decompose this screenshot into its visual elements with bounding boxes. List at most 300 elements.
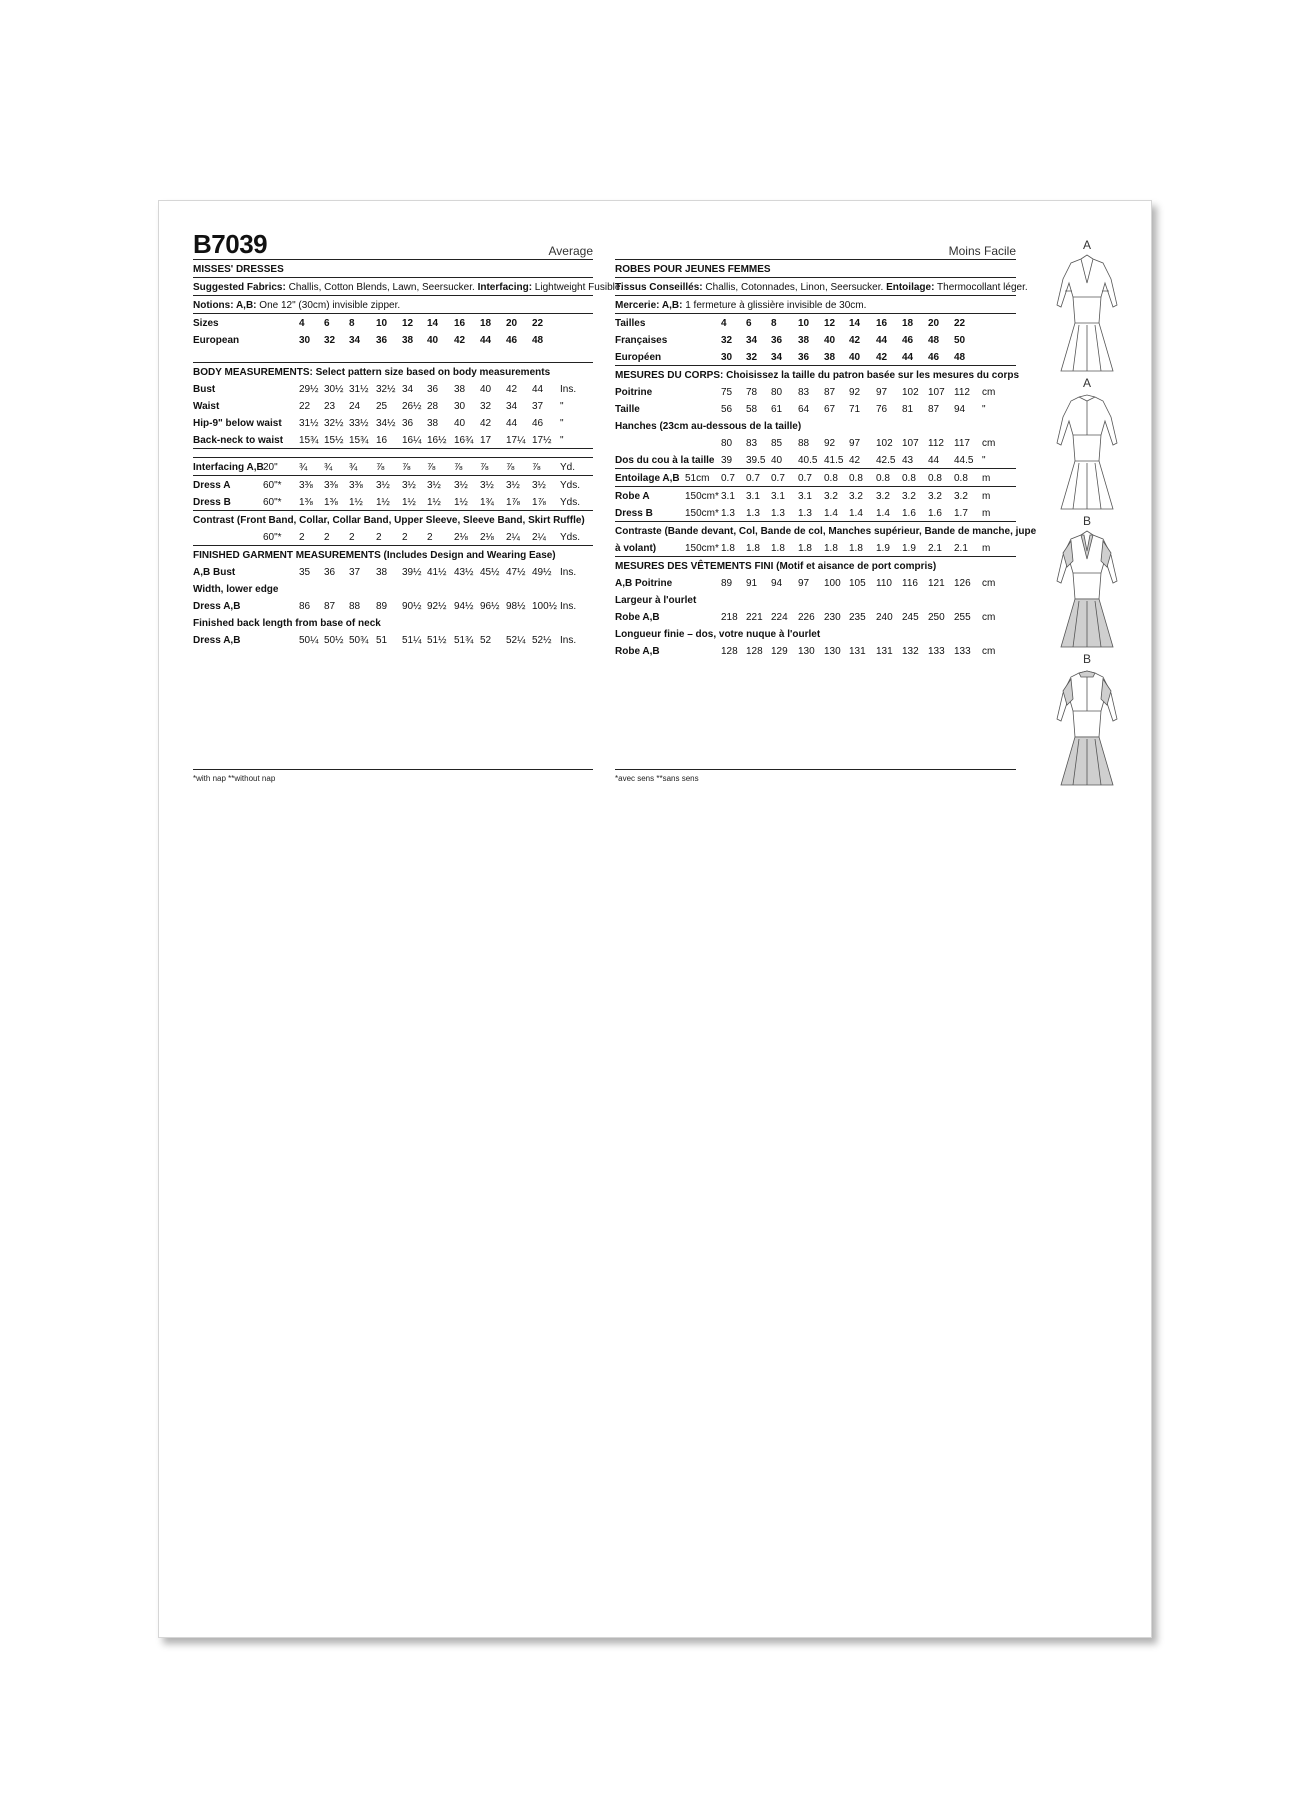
value-cell: 1.8	[771, 543, 785, 554]
europeen-row: Européen 30 32 34 36 38 40 42 44 46 48	[615, 348, 1016, 366]
value-cell: 1½	[376, 497, 390, 508]
row-label: Dress B	[615, 508, 653, 519]
size-cell: 48	[532, 335, 544, 346]
value-cell: 51½	[427, 635, 447, 646]
row-label: Interfacing A,B	[193, 462, 264, 473]
value-cell: 94	[954, 404, 966, 415]
value-cell: 100½	[532, 601, 558, 612]
value-cell: 132	[902, 646, 919, 657]
value-cell: ¾	[324, 462, 333, 473]
value-cell: ¾	[299, 462, 308, 473]
value-cell: 3.2	[928, 491, 942, 502]
value-cell: 30½	[324, 384, 344, 395]
value-cell: 87	[324, 601, 336, 612]
view-label: A	[1082, 238, 1091, 252]
notions-line-fr: Mercerie: A,B: 1 fermeture à glissière invisible de 30cm.	[615, 300, 867, 311]
value-cell: 40	[771, 455, 783, 466]
value-cell: 133	[954, 646, 971, 657]
title-bar-fr	[615, 229, 1016, 260]
value-cell: 3.1	[746, 491, 760, 502]
size-cell: 34	[349, 335, 361, 346]
value-cell: 0.8	[849, 473, 863, 484]
value-cell: 31½	[349, 384, 369, 395]
size-cell: 32	[746, 352, 758, 363]
value-cell: 49½	[532, 567, 552, 578]
row-label: Bust	[193, 384, 216, 395]
size-cell: 8	[349, 318, 355, 329]
value-cell: 50½	[324, 635, 344, 646]
pattern-sheet	[158, 200, 1152, 1638]
size-cell: 38	[824, 352, 836, 363]
value-cell: 30	[454, 401, 466, 412]
value-cell: 24	[349, 401, 361, 412]
value-cell: 87	[928, 404, 940, 415]
value-cell: 100	[824, 578, 841, 589]
row-label: A,B Bust	[193, 567, 236, 578]
value-cell: 36	[402, 418, 414, 429]
value-cell: 1½	[402, 497, 416, 508]
value-cell: 56	[721, 404, 733, 415]
value-cell: 34	[506, 401, 518, 412]
size-cell: 42	[876, 352, 888, 363]
dress-illustration	[1053, 529, 1121, 653]
longueur-row	[615, 642, 1016, 659]
row-label: Dress A	[193, 480, 231, 491]
fabric-width: 20"	[263, 462, 278, 473]
size-cell: 12	[402, 318, 414, 329]
value-cell: 1½	[349, 497, 363, 508]
value-cell: 32½	[324, 418, 344, 429]
size-cell: 6	[746, 318, 752, 329]
value-cell: ⅞	[402, 462, 411, 473]
value-cell: 97	[849, 438, 861, 449]
value-cell: 16¾	[454, 435, 474, 446]
section-heading-fr: ROBES POUR JEUNES FEMMES	[615, 264, 771, 275]
value-cell: 83	[798, 387, 810, 398]
view-a-back	[1047, 377, 1127, 515]
value-cell: 1.6	[928, 508, 942, 519]
value-cell: 3.1	[798, 491, 812, 502]
unit-cell: cm	[982, 646, 996, 657]
value-cell: 1.8	[849, 543, 863, 554]
value-cell: 45½	[480, 567, 500, 578]
value-cell: 44	[928, 455, 940, 466]
value-cell: 28	[427, 401, 439, 412]
value-cell: 46	[532, 418, 544, 429]
size-cell: 12	[824, 318, 836, 329]
value-cell: 226	[798, 612, 815, 623]
size-cell: 20	[928, 318, 940, 329]
value-cell: 96½	[480, 601, 500, 612]
value-cell: 112	[928, 438, 944, 449]
value-cell: 51¼	[402, 635, 422, 646]
value-cell: 3⅜	[349, 480, 363, 491]
value-cell: 0.7	[746, 473, 760, 484]
size-cell: 40	[427, 335, 439, 346]
size-cell: 16	[454, 318, 466, 329]
value-cell: 0.8	[824, 473, 838, 484]
fabric-width: 60"*	[263, 497, 282, 508]
value-cell: 2	[349, 532, 355, 543]
value-cell: 97	[876, 387, 888, 398]
size-cell: 18	[902, 318, 914, 329]
value-cell: 107	[902, 438, 919, 449]
value-cell: 78	[746, 387, 758, 398]
value-cell: 16	[376, 435, 388, 446]
robe-b-row	[615, 504, 1016, 522]
value-cell: 130	[824, 646, 841, 657]
value-cell: 42	[480, 418, 492, 429]
title-bar	[193, 229, 593, 260]
fabric-width: 60"*	[263, 532, 282, 543]
tailles-row: Tailles 4 6 8 10 12 14 16 18 20 22	[615, 318, 966, 329]
size-cell: 14	[427, 318, 439, 329]
value-cell: 44	[506, 418, 518, 429]
value-cell: 42	[506, 384, 518, 395]
french-column	[615, 229, 1037, 659]
unit-cell: "	[982, 404, 986, 415]
value-cell: 218	[721, 612, 738, 623]
size-cell: 4	[721, 318, 727, 329]
row-label: Waist	[193, 401, 220, 412]
unit-cell: Ins.	[560, 384, 577, 395]
size-cell: 10	[798, 318, 810, 329]
dress-illustration	[1053, 667, 1121, 791]
contrast-row	[193, 528, 593, 546]
size-cell: 30	[721, 352, 733, 363]
taille-row	[615, 400, 1016, 417]
row-label: à volant)	[615, 543, 657, 554]
value-cell: 34½	[376, 418, 396, 429]
value-cell: 15½	[324, 435, 344, 446]
unit-cell: Ins.	[560, 567, 577, 578]
row-label: Entoilage A,B	[615, 473, 680, 484]
value-cell: 1.9	[902, 543, 916, 554]
finished-poitrine-row	[615, 574, 1016, 591]
value-cell: 50¼	[299, 635, 319, 646]
value-cell: 34	[402, 384, 414, 395]
value-cell: 3½	[506, 480, 520, 491]
value-cell: 128	[746, 646, 763, 657]
view-b-back	[1047, 653, 1127, 791]
notions-line: Notions: A,B: One 12" (30cm) invisible zipper.	[193, 300, 401, 311]
value-cell: 41.5	[824, 455, 844, 466]
row-label: Dress B	[193, 497, 231, 508]
value-cell: 83	[746, 438, 758, 449]
size-cell: 6	[324, 318, 330, 329]
value-cell: 221	[746, 612, 763, 623]
value-cell: 37	[532, 401, 544, 412]
value-cell: 17½	[532, 435, 552, 446]
value-cell: 1.3	[771, 508, 785, 519]
body-row	[193, 380, 593, 397]
value-cell: 36	[427, 384, 439, 395]
value-cell: 3½	[454, 480, 468, 491]
european-row: European 30 32 34 36 38 40 42 44 46 48	[193, 335, 544, 346]
value-cell: 37	[349, 567, 361, 578]
size-cell: 44	[902, 352, 914, 363]
value-cell: 2	[376, 532, 382, 543]
size-cell: 40	[824, 335, 836, 346]
value-cell: 2	[427, 532, 433, 543]
french-footnote: *avec sens **sans sens	[615, 769, 1016, 783]
unit-cell: cm	[982, 578, 996, 589]
view-label: A	[1082, 376, 1091, 390]
value-cell: 230	[824, 612, 841, 623]
value-cell: 90½	[402, 601, 422, 612]
value-cell: 40	[480, 384, 492, 395]
garment-views	[1047, 239, 1127, 791]
value-cell: 126	[954, 578, 971, 589]
value-cell: 2⅛	[480, 532, 494, 543]
value-cell: 39.5	[746, 455, 766, 466]
size-cell: 22	[532, 318, 544, 329]
size-cell: 16	[876, 318, 888, 329]
value-cell: 43	[902, 455, 914, 466]
value-cell: ⅞	[480, 462, 489, 473]
value-cell: 131	[876, 646, 893, 657]
value-cell: 117	[954, 438, 970, 449]
size-cell: 46	[902, 335, 914, 346]
unit-cell: cm	[982, 387, 996, 398]
difficulty-level: Average	[548, 244, 593, 258]
value-cell: 92	[849, 387, 861, 398]
value-cell: 1⅜	[324, 497, 338, 508]
sizes-row: Sizes 4 6 8 10 12 14 16 18 20 22	[193, 318, 544, 329]
value-cell: 116	[902, 578, 918, 589]
section-heading: MISSES' DRESSES	[193, 264, 284, 275]
unit-cell: Yds.	[560, 532, 581, 543]
value-cell: 0.8	[902, 473, 916, 484]
value-cell: 43½	[454, 567, 474, 578]
value-cell: 2⅛	[454, 532, 468, 543]
value-cell: 97	[798, 578, 810, 589]
value-cell: 1.6	[902, 508, 916, 519]
value-cell: 32½	[376, 384, 396, 395]
value-cell: 15¾	[349, 435, 369, 446]
row-label: Robe A,B	[615, 612, 660, 623]
value-cell: 85	[771, 438, 783, 449]
fabric-width: 150cm*	[685, 508, 719, 519]
size-cell: 18	[480, 318, 492, 329]
value-cell: 94	[771, 578, 783, 589]
value-cell: 102	[876, 438, 893, 449]
size-cell: 48	[928, 335, 940, 346]
value-cell: 92½	[427, 601, 447, 612]
value-cell: 39½	[402, 567, 422, 578]
value-cell: 40	[454, 418, 466, 429]
size-cell: 34	[771, 352, 783, 363]
value-cell: 67	[824, 404, 836, 415]
contraste-row	[615, 539, 1016, 557]
dress-a-row	[193, 476, 593, 493]
value-cell: 128	[721, 646, 738, 657]
value-cell: 1.8	[721, 543, 735, 554]
value-cell: 87	[824, 387, 836, 398]
value-cell: 1.4	[824, 508, 838, 519]
value-cell: 47½	[506, 567, 526, 578]
value-cell: 44.5	[954, 455, 974, 466]
back-length-row	[193, 631, 593, 648]
value-cell: 3.1	[771, 491, 785, 502]
body-row	[193, 397, 593, 414]
interfacing-row	[193, 458, 593, 476]
value-cell: 86	[299, 601, 311, 612]
value-cell: 130	[798, 646, 815, 657]
value-cell: ⅞	[532, 462, 541, 473]
value-cell: 80	[721, 438, 733, 449]
value-cell: 88	[798, 438, 810, 449]
value-cell: 1.4	[876, 508, 890, 519]
value-cell: 2	[299, 532, 305, 543]
unit-cell: Yds.	[560, 480, 581, 491]
value-cell: 131	[849, 646, 866, 657]
value-cell: 1½	[454, 497, 468, 508]
value-cell: ¾	[349, 462, 358, 473]
size-cell: 42	[849, 335, 861, 346]
value-cell: 1.4	[849, 508, 863, 519]
unit-cell: "	[560, 418, 564, 429]
value-cell: 3½	[532, 480, 546, 491]
value-cell: 32	[480, 401, 492, 412]
value-cell: 224	[771, 612, 788, 623]
value-cell: 80	[771, 387, 783, 398]
value-cell: 133	[928, 646, 945, 657]
finished-heading-fr: MESURES DES VÊTEMENTS FINI (Motif et aisance de port compris)	[615, 561, 937, 572]
entoilage-row	[615, 469, 1016, 487]
row-label: Dos du cou à la taille	[615, 455, 715, 466]
size-cell: 32	[324, 335, 336, 346]
value-cell: 255	[954, 612, 971, 623]
value-cell: 0.7	[771, 473, 785, 484]
body-row	[193, 431, 593, 449]
longueur-label: Longueur finie – dos, votre nuque à l'ourlet	[615, 629, 821, 640]
row-label: A,B Poitrine	[615, 578, 673, 589]
value-cell: 38	[427, 418, 439, 429]
size-cell: 48	[954, 352, 966, 363]
value-cell: 0.8	[876, 473, 890, 484]
value-cell: 36	[324, 567, 336, 578]
body-measurements-heading: BODY MEASUREMENTS: Select pattern size based on body measurements	[193, 367, 551, 378]
contraste-label: Contraste (Bande devant, Col, Bande de col, Manches supérieur, Bande de manche, jupe	[615, 526, 1037, 537]
finished-heading: FINISHED GARMENT MEASUREMENTS (Includes Design and Wearing Ease)	[193, 550, 556, 561]
value-cell: 35	[299, 567, 311, 578]
fabrics-line: Suggested Fabrics: Challis, Cotton Blends, Lawn, Seersucker. Interfacing: Lightweight Fusible.	[193, 282, 624, 293]
size-cell: 38	[402, 335, 414, 346]
value-cell: 50¾	[349, 635, 369, 646]
size-cell: 22	[954, 318, 966, 329]
contrast-label: Contrast (Front Band, Collar, Collar Band, Upper Sleeve, Sleeve Band, Skirt Ruffle)	[193, 515, 585, 526]
value-cell: 51¾	[454, 635, 474, 646]
value-cell: 0.7	[721, 473, 735, 484]
value-cell: 0.8	[954, 473, 968, 484]
value-cell: 1.7	[954, 508, 968, 519]
unit-cell: cm	[982, 438, 996, 449]
value-cell: 235	[849, 612, 866, 623]
value-cell: 250	[928, 612, 945, 623]
robe-a-row	[615, 487, 1016, 504]
dress-illustration	[1053, 391, 1121, 515]
view-a-front	[1047, 239, 1127, 377]
value-cell: 112	[954, 387, 970, 398]
fabric-width: 150cm*	[685, 543, 719, 554]
value-cell: 1¾	[480, 497, 494, 508]
value-cell: 121	[928, 578, 945, 589]
row-label: Dress A,B	[193, 601, 241, 612]
value-cell: 71	[849, 404, 861, 415]
difficulty-level-fr: Moins Facile	[948, 244, 1016, 258]
value-cell: 41½	[427, 567, 447, 578]
value-cell: ⅞	[506, 462, 515, 473]
value-cell: 1.8	[746, 543, 760, 554]
size-cell: 46	[928, 352, 940, 363]
value-cell: 3.2	[876, 491, 890, 502]
size-cell: 20	[506, 318, 518, 329]
value-cell: 52¼	[506, 635, 526, 646]
value-cell: 61	[771, 404, 783, 415]
english-footnote: *with nap **without nap	[193, 769, 593, 783]
unit-cell: m	[982, 491, 991, 502]
value-cell: 51	[376, 635, 388, 646]
value-cell: 76	[876, 404, 888, 415]
value-cell: 40.5	[798, 455, 818, 466]
value-cell: 25	[376, 401, 388, 412]
row-label: Robe A,B	[615, 646, 660, 657]
size-cell: 14	[849, 318, 861, 329]
value-cell: 39	[721, 455, 733, 466]
value-cell: 2	[402, 532, 408, 543]
pattern-code: B7039	[193, 229, 268, 259]
fabrics-line-fr: Tissus Conseillés: Challis, Cotonnades, Linon, Seersucker. Entoilage: Thermocollant léger.	[615, 282, 1028, 293]
value-cell: 1.8	[798, 543, 812, 554]
size-cell: 44	[480, 335, 492, 346]
body-measurements-heading-fr: MESURES DU CORPS: Choisissez la taille du patron basée sur les mesures du corps	[615, 370, 1020, 381]
value-cell: 94½	[454, 601, 474, 612]
size-cell: 36	[376, 335, 388, 346]
size-cell: 42	[454, 335, 466, 346]
unit-cell: m	[982, 543, 991, 554]
value-cell: 3.2	[954, 491, 968, 502]
fabric-width: 150cm*	[685, 491, 719, 502]
unit-cell: "	[560, 435, 564, 446]
value-cell: 1½	[427, 497, 441, 508]
value-cell: 23	[324, 401, 336, 412]
value-cell: 2	[324, 532, 330, 543]
value-cell: 16½	[427, 435, 447, 446]
value-cell: 17	[480, 435, 492, 446]
row-label: Dress A,B	[193, 635, 241, 646]
size-cell: 30	[299, 335, 311, 346]
unit-cell: m	[982, 473, 991, 484]
row-label: Poitrine	[615, 387, 653, 398]
unit-cell: cm	[982, 612, 996, 623]
size-cell: 32	[721, 335, 733, 346]
value-cell: 44	[532, 384, 544, 395]
value-cell: 31½	[299, 418, 319, 429]
value-cell: 89	[721, 578, 733, 589]
value-cell: 102	[902, 387, 919, 398]
value-cell: 15¾	[299, 435, 319, 446]
value-cell: 3½	[427, 480, 441, 491]
largeur-row	[615, 608, 1016, 625]
value-cell: 26½	[402, 401, 422, 412]
size-cell: 8	[771, 318, 777, 329]
value-cell: 245	[902, 612, 919, 623]
fabric-width: 51cm	[685, 473, 710, 484]
value-cell: 16¼	[402, 435, 422, 446]
row-label: Hip-9" below waist	[193, 418, 282, 429]
width-label: Width, lower edge	[193, 584, 279, 595]
